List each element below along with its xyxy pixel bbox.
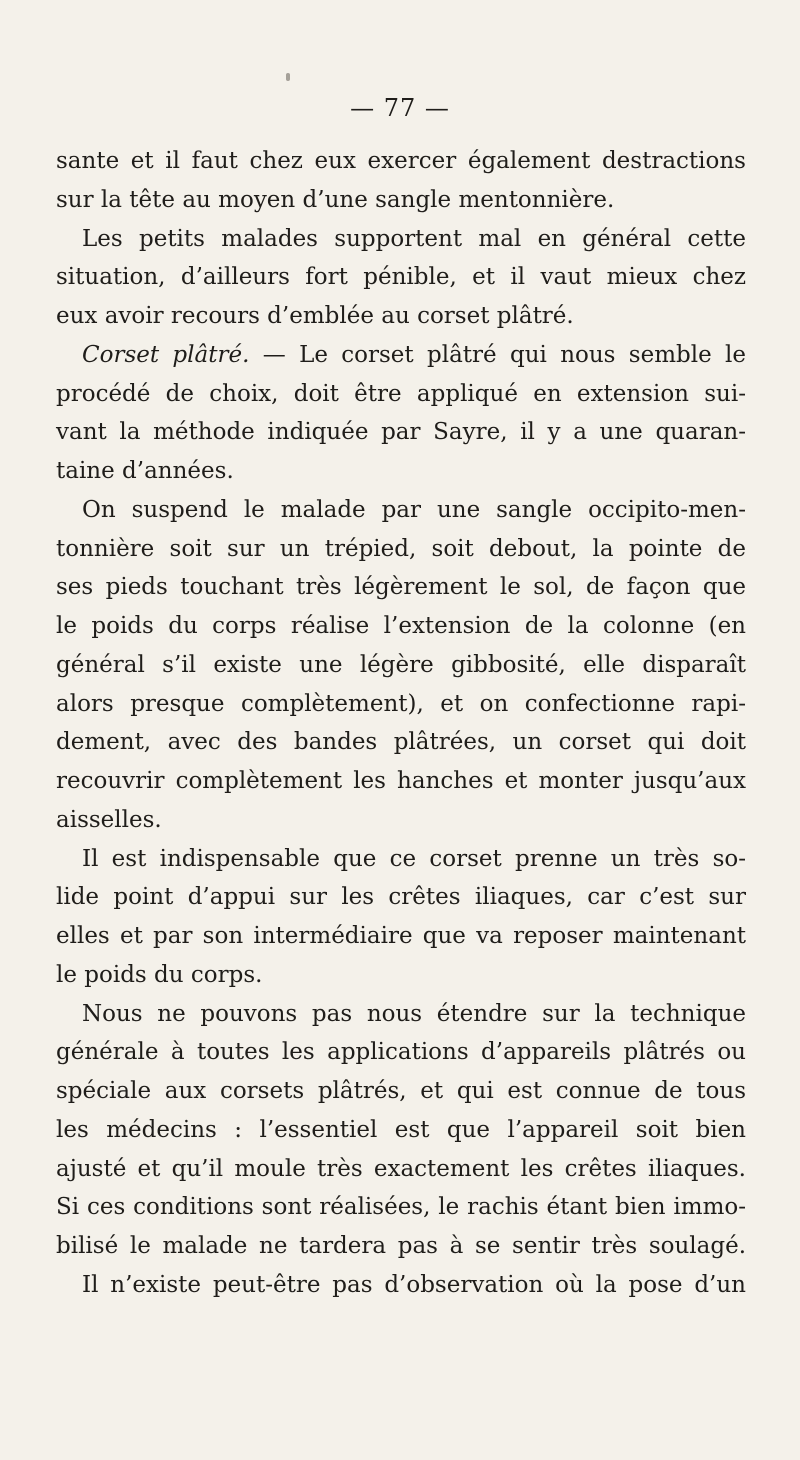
text-line-30: Il n’existe peut-être pas d’observation où la pose d’un: [82, 1271, 746, 1298]
text-line-10: On suspend le malade par une sangle occipito-men-: [82, 496, 746, 523]
text-line-15: alors presque complètement), et on confectionne rapi-: [56, 690, 746, 717]
text-line-18: aisselles.: [56, 806, 162, 833]
text-line-6: [56, 336, 746, 375]
text-line-16: dement, avec des bandes plâtrées, un corset qui doit: [56, 729, 746, 756]
text-line-6-rest: — Le corset plâtré qui nous semble le: [262, 341, 747, 368]
text-line-7: procédé de choix, doit être appliqué en extension sui-: [56, 380, 746, 407]
text-line-5: eux avoir recours d’emblée au corset plâtré.: [56, 303, 574, 329]
section-heading-corset-platre: Corset plâtré.: [82, 341, 250, 368]
text-line-11: tonnière soit sur un trépied, soit debout, la pointe de: [56, 535, 746, 562]
text-line-22: le poids du corps.: [56, 961, 263, 988]
page-number: — 77 —: [350, 94, 450, 122]
text-line-23: Nous ne pouvons pas nous étendre sur la technique: [82, 1000, 746, 1027]
text-line-20: lide point d’appui sur les crêtes iliaques, car c’est sur: [56, 884, 746, 911]
text-line-29: bilisé le malade ne tardera pas à se sentir très soulagé.: [56, 1233, 746, 1259]
scan-speck: [286, 73, 290, 81]
text-line-13: le poids du corps réalise l’extension de la colonne (en: [56, 613, 746, 639]
text-line-12: ses pieds touchant très légèrement le sol, de façon que: [56, 574, 746, 601]
text-line-9: taine d’années.: [56, 458, 234, 484]
text-line-1: sante et il faut chez eux exercer également destractions: [56, 148, 746, 174]
text-line-24: générale à toutes les applications d’appareils plâtrés ou: [56, 1039, 746, 1066]
text-line-26: les médecins : l’essentiel est que l’appareil soit bien: [56, 1116, 746, 1143]
text-line-27: ajusté et qu’il moule très exactement les crêtes iliaques.: [56, 1155, 746, 1182]
text-line-8: vant la méthode indiquée par Sayre, il y a une quaran-: [56, 419, 746, 446]
text-line-28: Si ces conditions sont réalisées, le rachis étant bien immo-: [56, 1194, 746, 1221]
text-line-19: Il est indispensable que ce corset prenne un très so-: [82, 845, 746, 872]
text-line-3: Les petits malades supportent mal en général cette: [82, 225, 746, 252]
text-line-17: recouvrir complètement les hanches et monter jusqu’aux: [56, 768, 746, 794]
text-line-21: elles et par son intermédiaire que va reposer maintenant: [56, 923, 746, 949]
text-line-4: situation, d’ailleurs fort pénible, et il vaut mieux chez: [56, 264, 746, 291]
text-line-14: général s’il existe une légère gibbosité, elle disparaît: [56, 651, 746, 678]
body-text: [56, 142, 746, 1305]
text-line-2: sur la tête au moyen d’une sangle mentonnière.: [56, 186, 615, 213]
text-line-25: spéciale aux corsets plâtrés, et qui est connue de tous: [56, 1078, 746, 1104]
